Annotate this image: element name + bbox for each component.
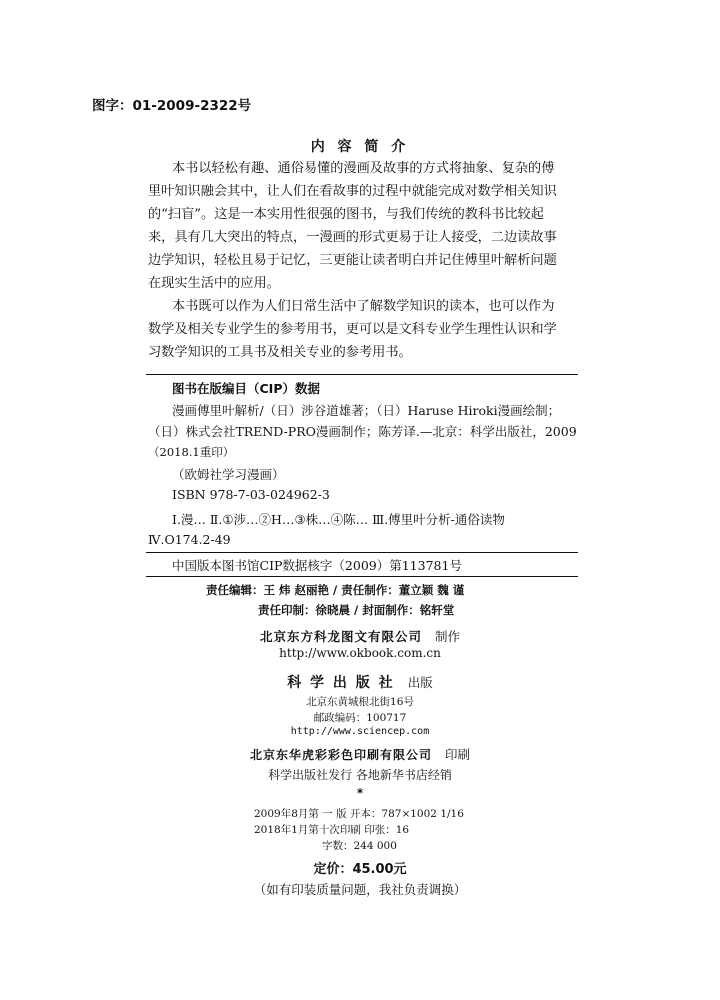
publisher-address: 北京东黄城根北街16号 <box>306 696 414 708</box>
summary-line: 在现实生活中的应用。 <box>148 276 280 291</box>
cip-subjects: Ⅰ.漫… Ⅱ.①涉…②H…③株…④陈… Ⅲ.傅里叶分析-通俗读物 <box>172 512 505 527</box>
cip-isbn: ISBN 978-7-03-024962-3 <box>172 487 330 502</box>
printer-role: 印刷 <box>445 747 471 762</box>
distribution-line: 科学出版社发行 各地新华书店经销 <box>268 768 452 782</box>
printing-credits: 责任印制：徐晓晨 / 封面制作：铭轩堂 <box>258 603 455 617</box>
cip-top-rule <box>146 374 578 375</box>
printer-line <box>0 744 720 763</box>
publisher-postcode: 邮政编码：100717 <box>313 712 407 724</box>
producer-role: 制作 <box>435 629 461 644</box>
cip-number: 中国版本图书馆CIP数据核字（2009）第113781号 <box>172 558 462 573</box>
publisher-name: 科 学 出 版 社 <box>287 675 395 691</box>
editor-credits: 责任编辑：王 炜 赵丽艳 / 责任制作：董立颖 魏 谨 <box>206 583 465 597</box>
divider-asterisk: * <box>356 786 364 800</box>
summary-line: 本书以轻松有趣、通俗易懂的漫画及故事的方式将抽象、复杂的傅 <box>172 161 555 176</box>
producer-line <box>0 626 720 645</box>
cip-classification: Ⅳ.O174.2-49 <box>148 532 231 547</box>
summary-line: 的“扫盲”。这是一本实用性很强的图书，与我们传统的教科书比较起 <box>148 207 544 222</box>
summary-title: 内 容 简 介 <box>310 139 410 155</box>
summary-line: 本书既可以作为人们日常生活中了解数学知识的读本，也可以作为 <box>172 299 555 314</box>
summary-line: 来，具有几大突出的特点，一漫画的形式更易于让人接受，二边读故事 <box>148 230 557 245</box>
summary-line: 边学知识，轻松且易于记忆，三更能让读者明白并记住傅里叶解析问题 <box>148 253 557 268</box>
producer-name: 北京东方科龙图文有限公司 <box>259 629 422 644</box>
summary-line: 数学及相关专业学生的参考用书，更可以是文科专业学生理性认识和学 <box>148 322 557 337</box>
summary-line: 里叶知识融会其中，让人们在看故事的过程中就能完成对数学相关知识 <box>148 184 557 199</box>
publisher-line <box>0 672 720 692</box>
printer-name: 北京东华虎彩彩色印刷有限公司 <box>249 748 432 762</box>
cip-series: （欧姆社学习漫画） <box>172 467 285 482</box>
summary-line: 习数学知识的工具书及相关专业的参考用书。 <box>148 345 412 360</box>
cip-bottom-rule <box>146 576 578 577</box>
printing-line: 2018年1月第十次印刷 印张：16 <box>254 824 410 836</box>
edition-line: 2009年8月第 一 版 开本：787×1002 1/16 <box>254 808 464 820</box>
cip-heading: 图书在版编目（CIP）数据 <box>172 381 320 396</box>
cip-title-line: 漫画傅里叶解析/（日）涉谷道雄著；（日）Haruse Hiroki漫画绘制； <box>172 403 561 418</box>
cip-mid-rule <box>146 552 578 553</box>
price: 定价：45.00元 <box>313 862 407 877</box>
publisher-url: http://www.sciencep.com <box>290 726 430 737</box>
producer-url: http://www.okbook.com.cn <box>279 646 441 660</box>
quality-notice: （如有印装质量问题，我社负责调换） <box>253 882 467 897</box>
cip-title-line: （日）株式会社TREND-PRO漫画制作；陈芳译.—北京：科学出版社，2009 <box>148 424 577 439</box>
word-count: 字数：244 000 <box>322 840 397 852</box>
registration-number: 图字：01-2009-2322号 <box>92 98 252 114</box>
cip-reprint: （2018.1重印） <box>148 445 235 459</box>
publisher-role: 出版 <box>407 675 433 690</box>
